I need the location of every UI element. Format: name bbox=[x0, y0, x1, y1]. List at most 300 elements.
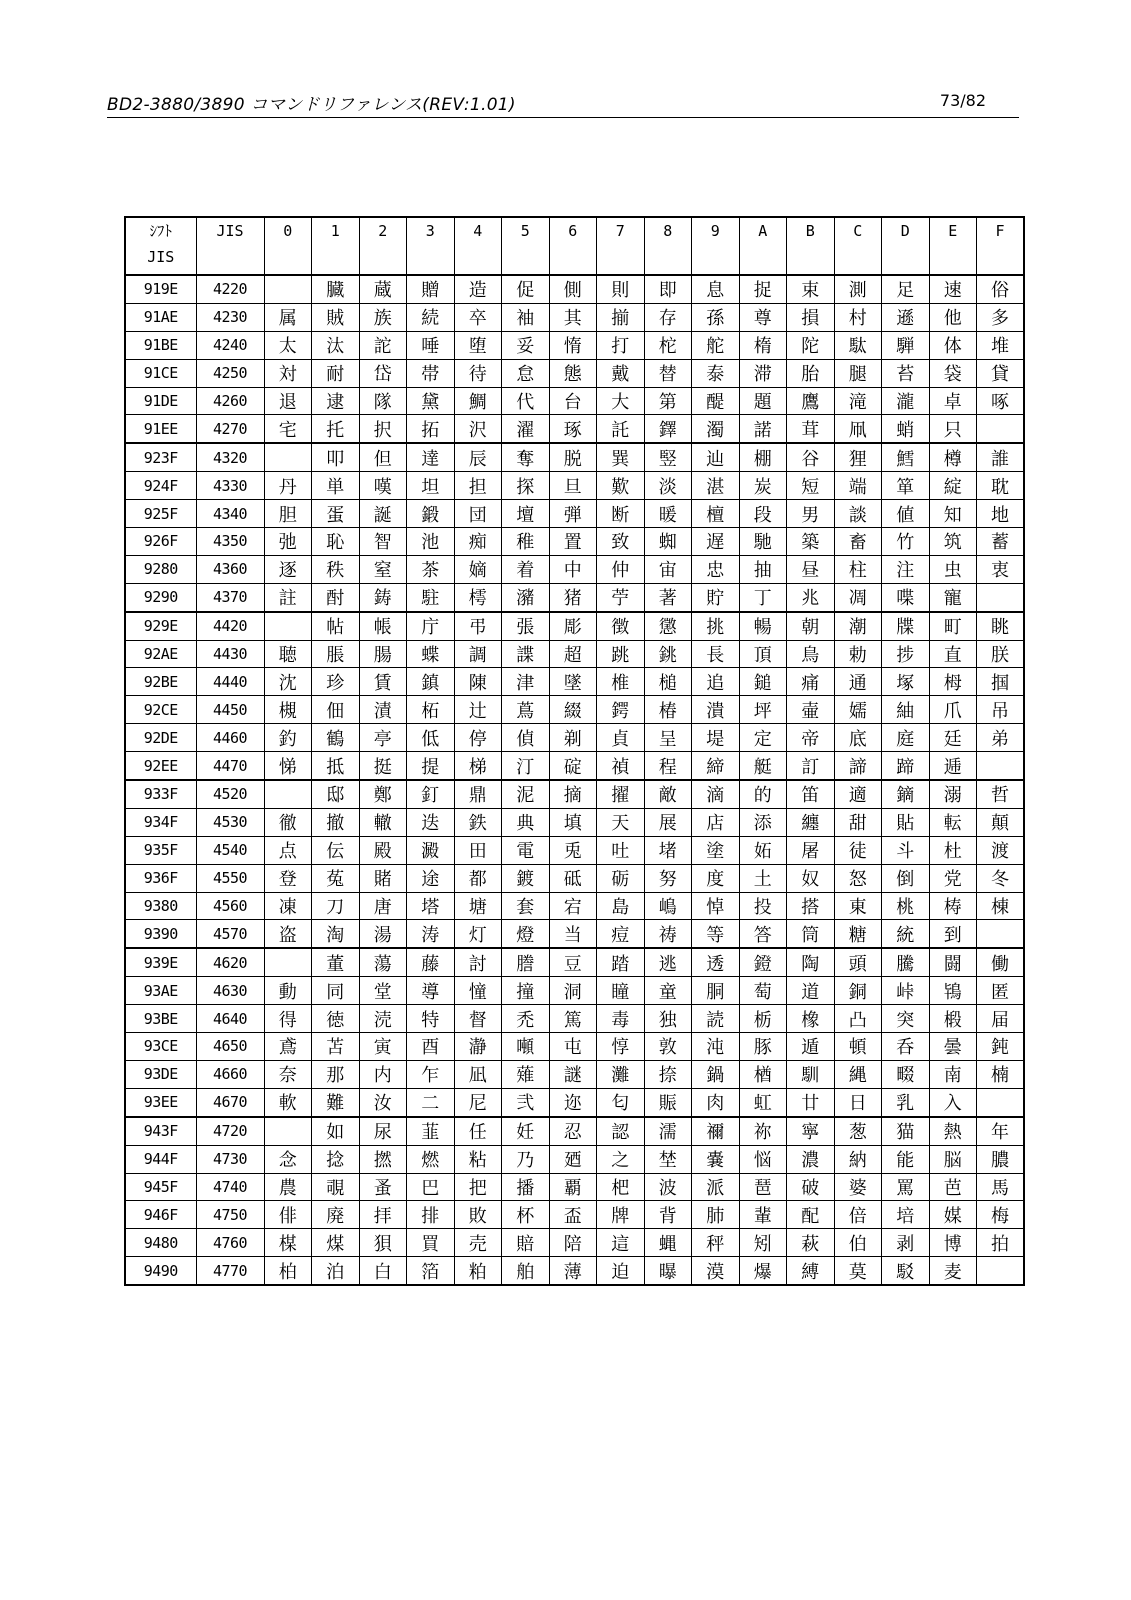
kanji-cell: 蚤 bbox=[359, 1173, 407, 1201]
kanji-cell: 存 bbox=[644, 303, 692, 331]
kanji-cell: 昼 bbox=[787, 555, 835, 583]
kanji-cell: 太 bbox=[264, 331, 312, 359]
kanji-cell: 苔 bbox=[882, 359, 930, 387]
kanji-cell: 村 bbox=[834, 303, 882, 331]
kanji-cell: 掴 bbox=[977, 668, 1025, 696]
jis-code-cell: 4620 bbox=[196, 948, 264, 976]
kanji-cell: 党 bbox=[929, 864, 977, 892]
kanji-cell: 輩 bbox=[739, 1201, 787, 1229]
kanji-cell: 媒 bbox=[929, 1201, 977, 1229]
kanji-cell: 徹 bbox=[264, 808, 312, 836]
table-row bbox=[125, 1088, 1024, 1116]
kanji-cell: 天 bbox=[597, 808, 645, 836]
kanji-cell: 棟 bbox=[977, 892, 1025, 920]
kanji-cell: 舶 bbox=[502, 1257, 550, 1285]
kanji-cell: 塚 bbox=[882, 668, 930, 696]
kanji-cell: 怠 bbox=[502, 359, 550, 387]
kanji-cell: 毒 bbox=[597, 1005, 645, 1033]
kanji-cell: 琢 bbox=[549, 415, 597, 443]
kanji-cell: 誕 bbox=[359, 500, 407, 528]
header-rule bbox=[107, 117, 1019, 118]
kanji-cell: 濃 bbox=[787, 1145, 835, 1173]
kanji-cell: 帝 bbox=[787, 724, 835, 752]
kanji-cell: 虫 bbox=[929, 555, 977, 583]
kanji-cell: 韮 bbox=[407, 1117, 455, 1145]
kanji-cell: 汰 bbox=[312, 331, 360, 359]
kanji-cell: 損 bbox=[787, 303, 835, 331]
kanji-cell: 倍 bbox=[834, 1201, 882, 1229]
kanji-cell: 炭 bbox=[739, 472, 787, 500]
kanji-cell: 套 bbox=[502, 892, 550, 920]
kanji-cell: 肺 bbox=[692, 1201, 740, 1229]
kanji-cell: 贈 bbox=[407, 275, 455, 303]
kanji-cell: 諦 bbox=[834, 752, 882, 780]
kanji-cell: 悩 bbox=[739, 1145, 787, 1173]
sjis-code-cell: 93CE bbox=[125, 1033, 196, 1061]
kanji-cell: 駄 bbox=[834, 331, 882, 359]
kanji-cell: 沈 bbox=[264, 668, 312, 696]
kanji-cell: 択 bbox=[359, 415, 407, 443]
kanji-cell: 汝 bbox=[359, 1088, 407, 1116]
kanji-cell: 澱 bbox=[407, 836, 455, 864]
kanji-cell: 乳 bbox=[882, 1088, 930, 1116]
kanji-cell: 鷹 bbox=[787, 387, 835, 415]
kanji-cell: 鍛 bbox=[407, 500, 455, 528]
kanji-cell: 柘 bbox=[407, 696, 455, 724]
kanji-cell: 宙 bbox=[644, 555, 692, 583]
kanji-cell: 排 bbox=[407, 1201, 455, 1229]
kanji-cell: 到 bbox=[929, 920, 977, 948]
kanji-cell: 辿 bbox=[692, 443, 740, 471]
kanji-cell: 跳 bbox=[597, 640, 645, 668]
kanji-cell: 坦 bbox=[407, 472, 455, 500]
kanji-cell: 苧 bbox=[597, 583, 645, 611]
kanji-cell: 兎 bbox=[549, 836, 597, 864]
jis-code-cell: 4550 bbox=[196, 864, 264, 892]
kanji-cell: 嘆 bbox=[359, 472, 407, 500]
kanji-cell: 堂 bbox=[359, 977, 407, 1005]
kanji-cell: 凪 bbox=[454, 1060, 502, 1088]
kanji-cell: 捺 bbox=[644, 1060, 692, 1088]
kanji-cell: 墜 bbox=[549, 668, 597, 696]
kanji-cell: 鋳 bbox=[359, 583, 407, 611]
kanji-cell: 遁 bbox=[787, 1033, 835, 1061]
kanji-cell: 綴 bbox=[549, 696, 597, 724]
kanji-cell: 投 bbox=[739, 892, 787, 920]
kanji-cell: 搭 bbox=[787, 892, 835, 920]
kanji-cell: 橡 bbox=[787, 1005, 835, 1033]
header-sjis-line2: JIS bbox=[147, 248, 175, 266]
kanji-cell: 馬 bbox=[977, 1173, 1025, 1201]
kanji-cell: 白 bbox=[359, 1257, 407, 1285]
kanji-cell: 逮 bbox=[312, 387, 360, 415]
kanji-cell: 朕 bbox=[977, 640, 1025, 668]
kanji-cell: 苫 bbox=[312, 1033, 360, 1061]
kanji-cell: 鳶 bbox=[264, 1033, 312, 1061]
kanji-cell: 把 bbox=[454, 1173, 502, 1201]
sjis-code-cell: 9280 bbox=[125, 555, 196, 583]
sjis-code-cell: 92CE bbox=[125, 696, 196, 724]
kanji-cell: 燃 bbox=[407, 1145, 455, 1173]
kanji-cell bbox=[264, 275, 312, 303]
kanji-cell: 覇 bbox=[549, 1173, 597, 1201]
kanji-cell: 腿 bbox=[834, 359, 882, 387]
kanji-cell: 特 bbox=[407, 1005, 455, 1033]
kanji-cell: 瀦 bbox=[502, 583, 550, 611]
kanji-cell: 椴 bbox=[929, 1005, 977, 1033]
kanji-cell: 巽 bbox=[597, 443, 645, 471]
kanji-cell: 淘 bbox=[312, 920, 360, 948]
table-row bbox=[125, 500, 1024, 528]
kanji-cell: 揃 bbox=[597, 303, 645, 331]
kanji-cell: 鎮 bbox=[407, 668, 455, 696]
kanji-cell: 袋 bbox=[929, 359, 977, 387]
kanji-cell: 通 bbox=[834, 668, 882, 696]
kanji-cell: 曇 bbox=[929, 1033, 977, 1061]
kanji-cell: 擢 bbox=[597, 780, 645, 808]
kanji-cell: 痘 bbox=[597, 920, 645, 948]
kanji-cell: 迩 bbox=[549, 1088, 597, 1116]
kanji-cell: 銚 bbox=[644, 640, 692, 668]
kanji-cell: 即 bbox=[644, 275, 692, 303]
kanji-cell bbox=[264, 1117, 312, 1145]
kanji-cell: 町 bbox=[929, 612, 977, 640]
kanji-cell: 乃 bbox=[502, 1145, 550, 1173]
table-row bbox=[125, 808, 1024, 836]
kanji-cell: 日 bbox=[834, 1088, 882, 1116]
kanji-cell: 涛 bbox=[407, 920, 455, 948]
table-row bbox=[125, 780, 1024, 808]
jis-code-cell: 4320 bbox=[196, 443, 264, 471]
kanji-cell: 凍 bbox=[264, 892, 312, 920]
kanji-cell: 度 bbox=[692, 864, 740, 892]
kanji-cell: 低 bbox=[407, 724, 455, 752]
sjis-code-cell: 926F bbox=[125, 528, 196, 556]
kanji-cell: 屯 bbox=[549, 1033, 597, 1061]
kanji-cell: 惰 bbox=[549, 331, 597, 359]
kanji-cell: 段 bbox=[739, 500, 787, 528]
sjis-code-cell: 91CE bbox=[125, 359, 196, 387]
sjis-code-cell: 934F bbox=[125, 808, 196, 836]
kanji-cell: 代 bbox=[502, 387, 550, 415]
kanji-cell: 巴 bbox=[407, 1173, 455, 1201]
kanji-cell: 童 bbox=[644, 977, 692, 1005]
jis-code-cell: 4640 bbox=[196, 1005, 264, 1033]
table-row bbox=[125, 892, 1024, 920]
kanji-cell: 調 bbox=[454, 640, 502, 668]
kanji-cell: 歎 bbox=[597, 472, 645, 500]
kanji-cell: 張 bbox=[502, 612, 550, 640]
kanji-cell: 賊 bbox=[312, 303, 360, 331]
kanji-cell: 帳 bbox=[359, 612, 407, 640]
kanji-cell: 勅 bbox=[834, 640, 882, 668]
kanji-cell: 滴 bbox=[692, 780, 740, 808]
table-row bbox=[125, 668, 1024, 696]
kanji-cell: 莫 bbox=[834, 1257, 882, 1285]
table-row bbox=[125, 977, 1024, 1005]
kanji-cell: 乍 bbox=[407, 1060, 455, 1088]
kanji-cell: 談 bbox=[834, 500, 882, 528]
kanji-cell: 陳 bbox=[454, 668, 502, 696]
kanji-cell: 弐 bbox=[502, 1088, 550, 1116]
kanji-cell: 答 bbox=[739, 920, 787, 948]
kanji-cell: 喋 bbox=[882, 583, 930, 611]
kanji-cell: 捉 bbox=[739, 275, 787, 303]
header-col: 7 bbox=[597, 217, 645, 275]
kanji-cell: 長 bbox=[692, 640, 740, 668]
kanji-cell: 島 bbox=[597, 892, 645, 920]
kanji-cell: 溺 bbox=[929, 780, 977, 808]
kanji-cell: 卓 bbox=[929, 387, 977, 415]
kanji-cell: 頂 bbox=[739, 640, 787, 668]
kanji-cell: 杷 bbox=[597, 1173, 645, 1201]
kanji-cell: 堕 bbox=[454, 331, 502, 359]
kanji-cell: 鍔 bbox=[597, 696, 645, 724]
kanji-cell: 束 bbox=[787, 275, 835, 303]
kanji-cell: 動 bbox=[264, 977, 312, 1005]
kanji-cell: 碇 bbox=[549, 752, 597, 780]
header-col: E bbox=[929, 217, 977, 275]
kanji-cell: 当 bbox=[549, 920, 597, 948]
kanji-cell: 台 bbox=[549, 387, 597, 415]
kanji-cell: 託 bbox=[597, 415, 645, 443]
kanji-cell: 尼 bbox=[454, 1088, 502, 1116]
kanji-cell bbox=[977, 920, 1025, 948]
kanji-cell: 奴 bbox=[787, 864, 835, 892]
kanji-cell: 肉 bbox=[692, 1088, 740, 1116]
kanji-cell: 瀧 bbox=[882, 387, 930, 415]
kanji-cell: 梅 bbox=[977, 1201, 1025, 1229]
kanji-cell: 篤 bbox=[549, 1005, 597, 1033]
kanji-cell: 端 bbox=[834, 472, 882, 500]
kanji-cell: 帖 bbox=[312, 612, 360, 640]
jis-code-cell: 4330 bbox=[196, 472, 264, 500]
kanji-cell: 吐 bbox=[597, 836, 645, 864]
kanji-cell: 第 bbox=[644, 387, 692, 415]
kanji-cell: 濡 bbox=[644, 1117, 692, 1145]
kanji-cell: 砥 bbox=[549, 864, 597, 892]
jis-code-cell: 4260 bbox=[196, 387, 264, 415]
kanji-cell: 佃 bbox=[312, 696, 360, 724]
jis-code-cell: 4630 bbox=[196, 977, 264, 1005]
kanji-cell: 訂 bbox=[787, 752, 835, 780]
kanji-cell: 担 bbox=[454, 472, 502, 500]
kanji-cell: 農 bbox=[264, 1173, 312, 1201]
kanji-cell: 脹 bbox=[312, 640, 360, 668]
kanji-cell: 達 bbox=[407, 443, 455, 471]
kanji-cell: 禎 bbox=[597, 752, 645, 780]
kanji-cell: 智 bbox=[359, 528, 407, 556]
header-col: 5 bbox=[502, 217, 550, 275]
kanji-cell: 廼 bbox=[549, 1145, 597, 1173]
kanji-cell: 叩 bbox=[312, 443, 360, 471]
kanji-cell: 屠 bbox=[787, 836, 835, 864]
kanji-cell: 任 bbox=[454, 1117, 502, 1145]
sjis-code-cell: 9290 bbox=[125, 583, 196, 611]
sjis-code-cell: 939E bbox=[125, 948, 196, 976]
kanji-cell: 盗 bbox=[264, 920, 312, 948]
kanji-cell: 筑 bbox=[929, 528, 977, 556]
kanji-cell: 茶 bbox=[407, 555, 455, 583]
kanji-cell: 薄 bbox=[549, 1257, 597, 1285]
kanji-cell: 働 bbox=[977, 948, 1025, 976]
kanji-cell: 這 bbox=[597, 1229, 645, 1257]
kanji-cell: 漬 bbox=[359, 696, 407, 724]
jis-code-cell: 4720 bbox=[196, 1117, 264, 1145]
sjis-code-cell: 925F bbox=[125, 500, 196, 528]
kanji-cell: 剃 bbox=[549, 724, 597, 752]
kanji-cell: 填 bbox=[549, 808, 597, 836]
header-col: F bbox=[977, 217, 1025, 275]
kanji-cell: 顛 bbox=[977, 808, 1025, 836]
page-number: 73/82 bbox=[939, 91, 986, 110]
kanji-cell: 退 bbox=[264, 387, 312, 415]
header-col: 0 bbox=[264, 217, 312, 275]
kanji-cell: 楢 bbox=[739, 1060, 787, 1088]
kanji-cell: 竹 bbox=[882, 528, 930, 556]
kanji-cell: 造 bbox=[454, 275, 502, 303]
sjis-code-cell: 946F bbox=[125, 1201, 196, 1229]
kanji-cell: 唐 bbox=[359, 892, 407, 920]
kanji-cell: 芭 bbox=[929, 1173, 977, 1201]
kanji-cell: 壇 bbox=[502, 500, 550, 528]
kanji-cell: 罵 bbox=[882, 1173, 930, 1201]
kanji-cell: 麦 bbox=[929, 1257, 977, 1285]
sjis-code-cell: 91AE bbox=[125, 303, 196, 331]
kanji-cell: 鴇 bbox=[929, 977, 977, 1005]
kanji-cell: 尿 bbox=[359, 1117, 407, 1145]
sjis-code-cell: 919E bbox=[125, 275, 196, 303]
kanji-cell: 東 bbox=[834, 892, 882, 920]
kanji-cell: 測 bbox=[834, 275, 882, 303]
kanji-cell: 培 bbox=[882, 1201, 930, 1229]
kanji-cell: 腸 bbox=[359, 640, 407, 668]
kanji-cell: 津 bbox=[502, 668, 550, 696]
kanji-cell: 打 bbox=[597, 331, 645, 359]
kanji-cell: 堤 bbox=[692, 724, 740, 752]
table-row bbox=[125, 1229, 1024, 1257]
kanji-cell: 締 bbox=[692, 752, 740, 780]
kanji-cell: 入 bbox=[929, 1088, 977, 1116]
kanji-cell: 独 bbox=[644, 1005, 692, 1033]
kanji-cell: 博 bbox=[929, 1229, 977, 1257]
kanji-cell: 途 bbox=[407, 864, 455, 892]
jis-code-cell: 4450 bbox=[196, 696, 264, 724]
kanji-cell: 剥 bbox=[882, 1229, 930, 1257]
kanji-cell: 池 bbox=[407, 528, 455, 556]
kanji-cell: 釣 bbox=[264, 724, 312, 752]
kanji-cell: 唾 bbox=[407, 331, 455, 359]
kanji-cell: 樽 bbox=[929, 443, 977, 471]
kanji-cell: 待 bbox=[454, 359, 502, 387]
kanji-cell: 糖 bbox=[834, 920, 882, 948]
kanji-cell: 二 bbox=[407, 1088, 455, 1116]
kanji-cell: 淡 bbox=[644, 472, 692, 500]
kanji-cell: 拓 bbox=[407, 415, 455, 443]
sjis-code-cell: 943F bbox=[125, 1117, 196, 1145]
kanji-cell bbox=[264, 948, 312, 976]
kanji-cell: 宕 bbox=[549, 892, 597, 920]
kanji-cell: 土 bbox=[739, 864, 787, 892]
kanji-cell: 楕 bbox=[739, 331, 787, 359]
kanji-cell: 呑 bbox=[882, 1033, 930, 1061]
kanji-cell: 鍍 bbox=[502, 864, 550, 892]
kanji-cell: 突 bbox=[882, 1005, 930, 1033]
kanji-cell: 狽 bbox=[359, 1229, 407, 1257]
jis-code-cell: 4370 bbox=[196, 583, 264, 611]
kanji-cell: 庁 bbox=[407, 612, 455, 640]
kanji-cell: 冬 bbox=[977, 864, 1025, 892]
kanji-cell: 築 bbox=[787, 528, 835, 556]
sjis-code-cell: 935F bbox=[125, 836, 196, 864]
kanji-cell: 廃 bbox=[312, 1201, 360, 1229]
kanji-cell: 嫡 bbox=[454, 555, 502, 583]
kanji-cell: 槻 bbox=[264, 696, 312, 724]
kanji-cell: 賭 bbox=[359, 864, 407, 892]
kanji-cell: 男 bbox=[787, 500, 835, 528]
jis-code-cell: 4670 bbox=[196, 1088, 264, 1116]
kanji-cell: 椿 bbox=[644, 696, 692, 724]
kanji-cell: 賠 bbox=[502, 1229, 550, 1257]
kanji-cell: 舵 bbox=[692, 331, 740, 359]
kanji-cell: 値 bbox=[882, 500, 930, 528]
kanji-cell: 畷 bbox=[882, 1060, 930, 1088]
kanji-cell: 樗 bbox=[454, 583, 502, 611]
kanji-cell: 内 bbox=[359, 1060, 407, 1088]
kanji-cell: 衷 bbox=[977, 555, 1025, 583]
kanji-cell: 寧 bbox=[787, 1117, 835, 1145]
kanji-cell: 牒 bbox=[882, 612, 930, 640]
table-row bbox=[125, 443, 1024, 471]
kanji-cell: 禿 bbox=[502, 1005, 550, 1033]
kanji-cell: 廿 bbox=[787, 1088, 835, 1116]
kanji-cell: 偵 bbox=[502, 724, 550, 752]
kanji-cell: 嬬 bbox=[834, 696, 882, 724]
kanji-cell: 兆 bbox=[787, 583, 835, 611]
sjis-code-cell: 93EE bbox=[125, 1088, 196, 1116]
kanji-cell: 汀 bbox=[502, 752, 550, 780]
kanji-cell: 知 bbox=[929, 500, 977, 528]
kanji-cell: 鳥 bbox=[787, 640, 835, 668]
kanji-cell: 涜 bbox=[359, 1005, 407, 1033]
kanji-cell: 桃 bbox=[882, 892, 930, 920]
kanji-cell: 鉄 bbox=[454, 808, 502, 836]
kanji-cell: 謄 bbox=[502, 948, 550, 976]
jis-code-cell: 4650 bbox=[196, 1033, 264, 1061]
table-row bbox=[125, 1173, 1024, 1201]
kanji-cell: 煤 bbox=[312, 1229, 360, 1257]
kanji-cell: 詑 bbox=[359, 331, 407, 359]
kanji-cell: 棚 bbox=[739, 443, 787, 471]
kanji-cell: 挺 bbox=[359, 752, 407, 780]
sjis-code-cell: 92DE bbox=[125, 724, 196, 752]
sjis-code-cell: 9490 bbox=[125, 1257, 196, 1285]
kanji-cell: 稚 bbox=[502, 528, 550, 556]
kanji-cell: 超 bbox=[549, 640, 597, 668]
kanji-cell: 属 bbox=[264, 303, 312, 331]
kanji-cell: 狸 bbox=[834, 443, 882, 471]
kanji-cell: 袖 bbox=[502, 303, 550, 331]
kanji-cell: 谷 bbox=[787, 443, 835, 471]
kanji-cell bbox=[977, 583, 1025, 611]
kanji-cell: 寅 bbox=[359, 1033, 407, 1061]
table-row bbox=[125, 1145, 1024, 1173]
kanji-cell bbox=[977, 415, 1025, 443]
kanji-cell: 徴 bbox=[597, 612, 645, 640]
table-row bbox=[125, 1117, 1024, 1145]
kanji-cell: 弛 bbox=[264, 528, 312, 556]
jis-code-cell: 4240 bbox=[196, 331, 264, 359]
